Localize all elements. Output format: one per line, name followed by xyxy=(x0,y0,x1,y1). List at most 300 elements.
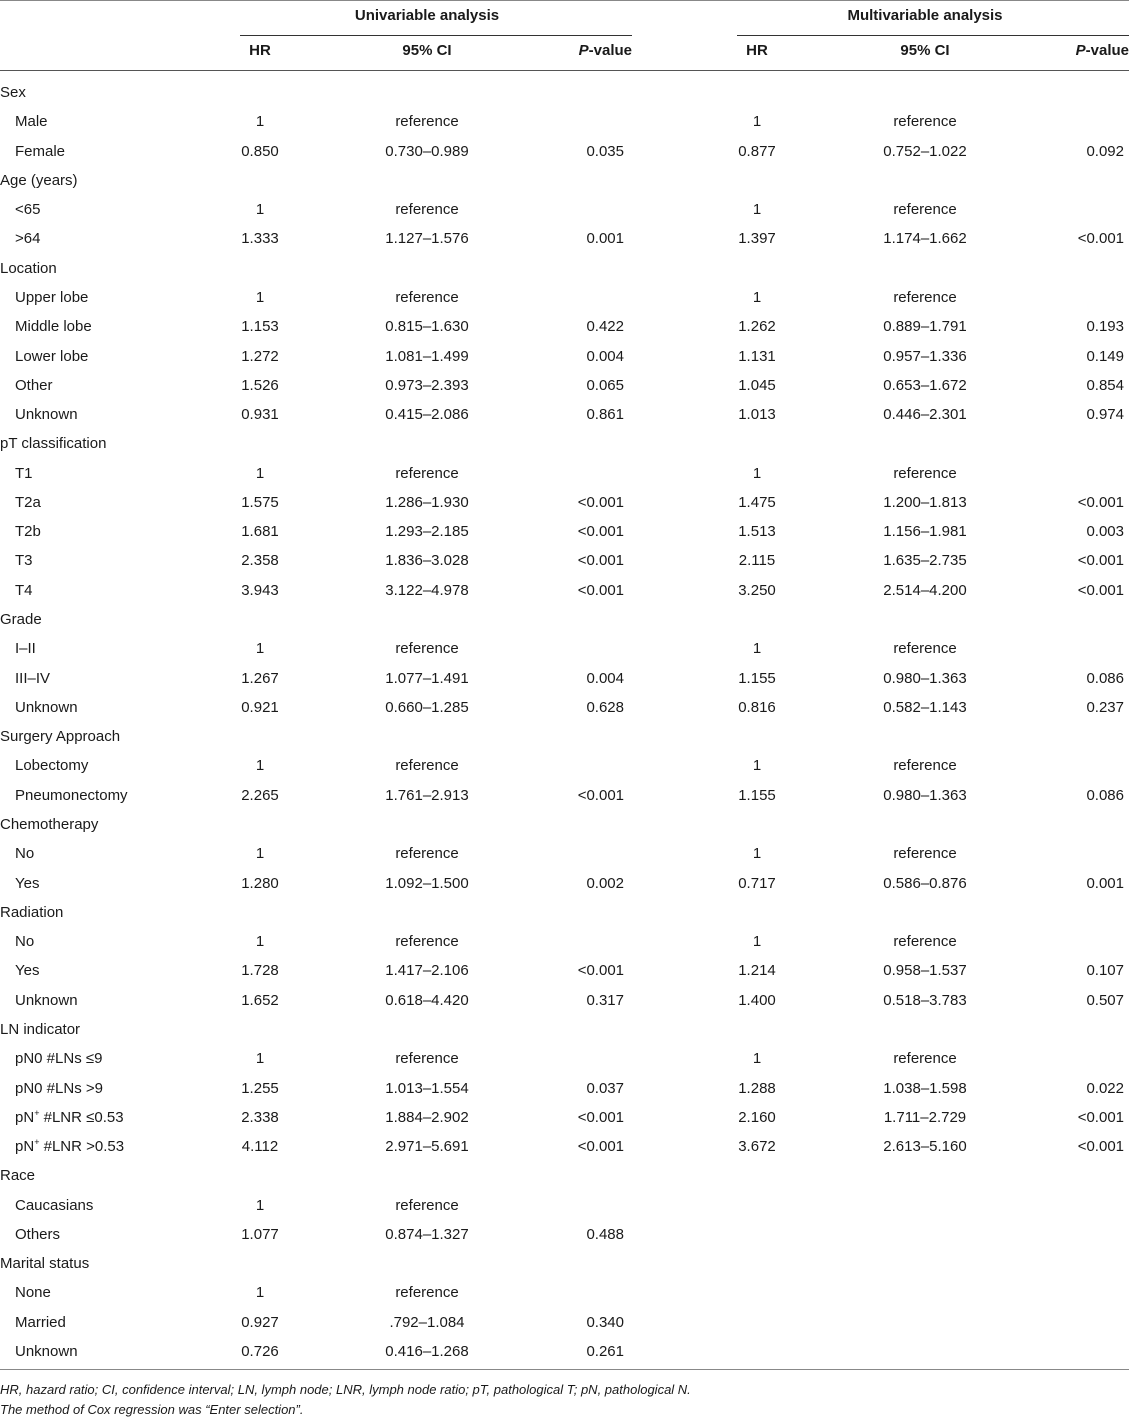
multivariable-hr-cell: 0.717 xyxy=(738,874,776,892)
group-header-row xyxy=(0,254,1129,283)
label-text: Yes xyxy=(15,874,40,892)
univariable-hr-cell: 0.850 xyxy=(241,142,279,160)
univariable-hr-cell: 1 xyxy=(255,640,265,658)
label-text: No xyxy=(15,933,35,951)
category-label xyxy=(15,1278,51,1307)
category-label xyxy=(15,576,33,605)
label-text: Race xyxy=(0,1167,36,1185)
univariable-ci-cell: 0.415–2.086 xyxy=(385,406,469,424)
table-row xyxy=(0,342,1129,371)
univariable-hr-cell: 4.112 xyxy=(241,1138,279,1156)
label-text: Yes xyxy=(15,962,40,980)
univariable-ci-cell: 0.874–1.327 xyxy=(385,1225,469,1243)
multivariable-p-header xyxy=(1025,42,1129,59)
category-label xyxy=(15,986,78,1015)
univariable-ci-cell: reference xyxy=(395,845,459,863)
univariable-hr-cell: 0.921 xyxy=(241,698,279,716)
multivariable-p-value-cell: 0.974 xyxy=(1086,406,1124,424)
univariable-p-value-cell: 0.035 xyxy=(586,142,624,160)
multivariable-p-value-cell: 0.507 xyxy=(1086,991,1124,1009)
category-label xyxy=(15,751,88,780)
univariable-hr-cell: 1.728 xyxy=(241,962,279,980)
multivariable-p-value-cell: 0.086 xyxy=(1086,786,1124,804)
univariable-ci-cell: reference xyxy=(395,933,459,951)
univariable-ci-cell: 0.730–0.989 xyxy=(385,142,469,160)
univariable-ci-cell: reference xyxy=(395,640,459,658)
univariable-p-value-cell: 0.422 xyxy=(586,318,624,336)
multivariable-group-rule xyxy=(737,35,1129,36)
multivariable-ci-cell: 0.958–1.537 xyxy=(883,962,967,980)
multivariable-hr-cell: 1.013 xyxy=(738,406,776,424)
univariable-p-value-cell: <0.001 xyxy=(577,786,624,804)
variable-name xyxy=(0,1015,80,1044)
label-text: Marital status xyxy=(0,1255,90,1273)
multivariable-hr-cell: 1 xyxy=(752,113,762,131)
univariable-ci-cell: 2.971–5.691 xyxy=(385,1138,469,1156)
univariable-ci-cell: 1.077–1.491 xyxy=(385,669,469,687)
group-header-row xyxy=(0,1161,1129,1190)
multivariable-hr-cell: 1 xyxy=(752,464,762,482)
table-row xyxy=(0,546,1129,575)
category-label xyxy=(15,283,88,312)
variable-name xyxy=(0,722,120,751)
univariable-ci-cell: 1.884–2.902 xyxy=(385,1108,469,1126)
table-row xyxy=(0,1220,1129,1249)
multivariable-p-value-cell: 0.092 xyxy=(1086,142,1124,160)
univariable-p-value-cell: <0.001 xyxy=(577,1138,624,1156)
univariable-p-value-cell: 0.261 xyxy=(586,1343,624,1361)
category-label xyxy=(15,634,36,663)
univariable-p-value-cell: 0.488 xyxy=(586,1225,624,1243)
multivariable-ci-cell: 0.957–1.336 xyxy=(883,347,967,365)
category-label xyxy=(15,1220,60,1249)
table-bottom-rule xyxy=(0,1369,1129,1370)
univariable-hr-cell: 1.255 xyxy=(241,1079,279,1097)
category-label xyxy=(15,342,88,371)
table-row xyxy=(0,488,1129,517)
category-label xyxy=(15,1103,124,1132)
group-header-row xyxy=(0,722,1129,751)
label-text: pN xyxy=(15,1138,35,1156)
table-row xyxy=(0,664,1129,693)
label-text: T2b xyxy=(15,523,41,541)
variable-name xyxy=(0,898,63,927)
category-label xyxy=(15,137,65,166)
table-row xyxy=(0,1132,1129,1161)
multivariable-ci-cell: reference xyxy=(893,640,957,658)
multivariable-ci-header: 95% CI xyxy=(900,42,950,59)
univariable-ci-cell: 1.417–2.106 xyxy=(385,962,469,980)
table-row xyxy=(0,371,1129,400)
variable-name xyxy=(0,166,78,195)
univariable-hr-cell: 1 xyxy=(255,201,265,219)
label-text: pN xyxy=(15,1108,35,1126)
univariable-hr-cell: 1.333 xyxy=(241,230,279,248)
label-text: T2a xyxy=(15,493,41,511)
univariable-ci-cell: reference xyxy=(395,113,459,131)
label-text: pT classification xyxy=(0,435,107,453)
table-row xyxy=(0,986,1129,1015)
category-label xyxy=(15,781,128,810)
univariable-ci-cell: reference xyxy=(395,464,459,482)
multivariable-hr-cell: 1.400 xyxy=(738,991,776,1009)
univariable-p-header xyxy=(528,42,632,59)
table-row xyxy=(0,195,1129,224)
multivariable-hr-cell: 1.397 xyxy=(738,230,776,248)
p-rest: -value xyxy=(588,42,632,59)
multivariable-p-value-cell: <0.001 xyxy=(1077,1108,1124,1126)
multivariable-hr-cell: 3.672 xyxy=(738,1138,776,1156)
univariable-hr-cell: 1.280 xyxy=(241,874,279,892)
label-text: Pneumonectomy xyxy=(15,786,128,804)
table-row xyxy=(0,137,1129,166)
label-text: Unknown xyxy=(15,698,78,716)
univariable-hr-cell: 1.153 xyxy=(241,318,279,336)
category-label xyxy=(15,664,50,693)
univariable-ci-cell: 1.081–1.499 xyxy=(385,347,469,365)
univariable-p-value-cell: 0.004 xyxy=(586,347,624,365)
multivariable-ci-cell: reference xyxy=(893,201,957,219)
multivariable-p-value-cell: 0.149 xyxy=(1086,347,1124,365)
label-text: Caucasians xyxy=(15,1196,94,1214)
multivariable-ci-cell: reference xyxy=(893,757,957,775)
multivariable-hr-cell: 1.045 xyxy=(738,376,776,394)
category-label xyxy=(15,693,78,722)
table-row xyxy=(0,1103,1129,1132)
univariable-ci-cell: .792–1.084 xyxy=(389,1313,465,1331)
univariable-hr-cell: 1.267 xyxy=(241,669,279,687)
label-text: Married xyxy=(15,1313,66,1331)
label-text: Unknown xyxy=(15,991,78,1009)
category-label xyxy=(15,839,34,868)
univariable-p-value-cell: <0.001 xyxy=(577,523,624,541)
table-row xyxy=(0,781,1129,810)
multivariable-ci-cell: 0.446–2.301 xyxy=(883,406,967,424)
univariable-ci-cell: 1.286–1.930 xyxy=(385,493,469,511)
table-row xyxy=(0,1278,1129,1307)
univariable-ci-cell: 1.761–2.913 xyxy=(385,786,469,804)
multivariable-ci-cell: reference xyxy=(893,845,957,863)
group-header-row xyxy=(0,1249,1129,1278)
univariable-ci-cell: reference xyxy=(395,288,459,306)
label-text: Sex xyxy=(0,84,26,101)
multivariable-hr-cell: 1.214 xyxy=(738,962,776,980)
label-text: Age (years) xyxy=(0,171,78,189)
univariable-hr-cell: 1 xyxy=(255,757,265,775)
multivariable-ci-cell: reference xyxy=(893,933,957,951)
multivariable-ci-cell: 0.518–3.783 xyxy=(883,991,967,1009)
label-text: Location xyxy=(0,259,57,277)
label-text: T1 xyxy=(15,464,33,482)
univariable-p-value-cell: 0.037 xyxy=(586,1079,624,1097)
variable-name xyxy=(0,254,57,283)
multivariable-hr-cell: 1.475 xyxy=(738,493,776,511)
category-label xyxy=(15,1337,78,1366)
multivariable-ci-cell: 1.711–2.729 xyxy=(883,1108,967,1126)
table-row xyxy=(0,517,1129,546)
univariable-hr-cell: 1 xyxy=(255,1196,265,1214)
univariable-ci-cell: 0.416–1.268 xyxy=(385,1343,469,1361)
label-text: Unknown xyxy=(15,406,78,424)
univariable-hr-cell: 3.943 xyxy=(241,581,279,599)
table-row xyxy=(0,400,1129,429)
multivariable-hr-cell: 1 xyxy=(752,640,762,658)
group-header-row xyxy=(0,166,1129,195)
multivariable-hr-cell: 0.816 xyxy=(738,698,776,716)
category-label xyxy=(15,1132,124,1161)
footnote-abbreviations: HR, hazard ratio; CI, confidence interval; LN, lymph node; LNR, lymph node ratio; pT, pathological T; pN, pathological N. xyxy=(0,1382,691,1397)
univariable-group-rule xyxy=(240,35,632,36)
group-header-row xyxy=(0,810,1129,839)
multivariable-hr-cell: 1.155 xyxy=(738,669,776,687)
univariable-hr-cell: 1 xyxy=(255,933,265,951)
univariable-hr-cell: 1 xyxy=(255,1284,265,1302)
table-row xyxy=(0,839,1129,868)
multivariable-hr-cell: 1 xyxy=(752,757,762,775)
multivariable-ci-cell: 1.635–2.735 xyxy=(883,552,967,570)
category-label xyxy=(15,546,33,575)
variable-name xyxy=(0,605,42,634)
label-text: T3 xyxy=(15,552,33,570)
multivariable-p-value-cell: <0.001 xyxy=(1077,230,1124,248)
univariable-ci-cell: 0.618–4.420 xyxy=(385,991,469,1009)
label-text: pN0 #LNs >9 xyxy=(15,1079,103,1097)
multivariable-hr-cell: 2.115 xyxy=(738,552,776,570)
label-text: <65 xyxy=(15,201,41,219)
multivariable-ci-cell: 1.038–1.598 xyxy=(883,1079,967,1097)
multivariable-hr-cell: 1.155 xyxy=(738,786,776,804)
category-label xyxy=(15,371,53,400)
univariable-p-value-cell: <0.001 xyxy=(577,493,624,511)
table-row xyxy=(0,312,1129,341)
variable-name xyxy=(0,1249,89,1278)
univariable-hr-cell: 2.358 xyxy=(241,552,279,570)
multivariable-ci-cell: 2.514–4.200 xyxy=(883,581,967,599)
table-top-rule xyxy=(0,0,1129,1)
univariable-ci-cell: reference xyxy=(395,757,459,775)
univariable-p-value-cell: <0.001 xyxy=(577,962,624,980)
univariable-ci-cell: 1.092–1.500 xyxy=(385,874,469,892)
category-label xyxy=(15,956,39,985)
univariable-hr-cell: 1.681 xyxy=(241,523,279,541)
label-text: None xyxy=(15,1284,51,1302)
label-text: Male xyxy=(15,113,48,131)
multivariable-ci-cell: 0.582–1.143 xyxy=(883,698,967,716)
multivariable-ci-cell: 0.586–0.876 xyxy=(883,874,967,892)
group-header-row xyxy=(0,429,1129,458)
variable-name xyxy=(0,429,106,458)
table-row xyxy=(0,1337,1129,1366)
label-text: >64 xyxy=(15,230,41,248)
table-row xyxy=(0,634,1129,663)
multivariable-p-value-cell: <0.001 xyxy=(1077,493,1124,511)
label-text: Unknown xyxy=(15,1343,78,1361)
multivariable-p-value-cell: <0.001 xyxy=(1077,552,1124,570)
multivariable-ci-cell: 1.200–1.813 xyxy=(883,493,967,511)
multivariable-p-value-cell: 0.001 xyxy=(1086,874,1124,892)
variable-name xyxy=(0,78,26,107)
univariable-hr-cell: 1 xyxy=(255,1050,265,1068)
univariable-p-value-cell: 0.628 xyxy=(586,698,624,716)
header-bottom-rule xyxy=(0,70,1129,71)
table-row xyxy=(0,1191,1129,1220)
category-label xyxy=(15,488,41,517)
multivariable-p-value-cell: <0.001 xyxy=(1077,581,1124,599)
label-superscript: + xyxy=(34,1137,40,1148)
table-row xyxy=(0,956,1129,985)
category-label xyxy=(15,1191,93,1220)
category-label xyxy=(15,400,78,429)
multivariable-ci-cell: 1.174–1.662 xyxy=(883,230,967,248)
table-row xyxy=(0,927,1129,956)
multivariable-ci-cell: reference xyxy=(893,1050,957,1068)
category-label xyxy=(15,195,40,224)
univariable-ci-cell: 0.815–1.630 xyxy=(385,318,469,336)
footnote-method: The method of Cox regression was “Enter selection”. xyxy=(0,1402,304,1417)
multivariable-hr-cell: 1 xyxy=(752,845,762,863)
univariable-hr-cell: 2.338 xyxy=(241,1108,279,1126)
table-row xyxy=(0,224,1129,253)
table-row xyxy=(0,459,1129,488)
univariable-hr-cell: 1 xyxy=(255,113,265,131)
group-header-row xyxy=(0,898,1129,927)
multivariable-ci-cell: 0.889–1.791 xyxy=(883,318,967,336)
univariable-hr-cell: 1.652 xyxy=(241,991,279,1009)
univariable-p-value-cell: 0.340 xyxy=(586,1313,624,1331)
univariable-ci-cell: 1.127–1.576 xyxy=(385,230,469,248)
multivariable-hr-cell: 1.131 xyxy=(738,347,776,365)
label-superscript: + xyxy=(34,1107,40,1118)
label-text: No xyxy=(15,845,35,863)
univariable-p-value-cell: 0.004 xyxy=(586,669,624,687)
multivariable-ci-cell: 0.980–1.363 xyxy=(883,669,967,687)
univariable-p-value-cell: 0.065 xyxy=(586,376,624,394)
label-text: I–II xyxy=(15,640,36,658)
group-header-row xyxy=(0,1015,1129,1044)
table-row xyxy=(0,1044,1129,1073)
univariable-ci-cell: 1.836–3.028 xyxy=(385,552,469,570)
univariable-ci-cell: 3.122–4.978 xyxy=(385,581,469,599)
table-row xyxy=(0,751,1129,780)
multivariable-p-value-cell: 0.086 xyxy=(1086,669,1124,687)
p-rest: -value xyxy=(1085,42,1129,59)
label-text: Radiation xyxy=(0,903,64,921)
multivariable-hr-cell: 2.160 xyxy=(738,1108,776,1126)
univariable-hr-cell: 1.575 xyxy=(241,493,279,511)
univariable-hr-cell: 1 xyxy=(255,288,265,306)
univariable-p-value-cell: 0.861 xyxy=(586,406,624,424)
label-rest: #LNR ≤0.53 xyxy=(39,1108,124,1126)
variable-name xyxy=(0,1161,35,1190)
univariable-p-value-cell: 0.002 xyxy=(586,874,624,892)
category-label xyxy=(15,107,48,136)
univariable-hr-cell: 1.526 xyxy=(241,376,279,394)
label-text: Chemotherapy xyxy=(0,816,99,833)
univariable-p-value-cell: <0.001 xyxy=(577,552,624,570)
univariable-ci-cell: reference xyxy=(395,1196,459,1214)
univariable-p-value-cell: 0.001 xyxy=(586,230,624,248)
table-row xyxy=(0,283,1129,312)
label-text: LN indicator xyxy=(0,1020,81,1038)
multivariable-ci-cell: reference xyxy=(893,113,957,131)
table-row xyxy=(0,869,1129,898)
univariable-hr-cell: 2.265 xyxy=(241,786,279,804)
multivariable-p-value-cell: 0.022 xyxy=(1086,1079,1124,1097)
group-header-row xyxy=(0,78,1129,107)
univariable-ci-cell: 0.660–1.285 xyxy=(385,698,469,716)
multivariable-ci-cell: reference xyxy=(893,464,957,482)
multivariable-hr-cell: 1 xyxy=(752,288,762,306)
multivariable-ci-cell: 0.980–1.363 xyxy=(883,786,967,804)
label-text: Others xyxy=(15,1225,61,1243)
multivariable-hr-cell: 3.250 xyxy=(738,581,776,599)
multivariable-ci-cell: 0.653–1.672 xyxy=(883,376,967,394)
category-label xyxy=(15,1308,66,1337)
multivariable-p-value-cell: 0.193 xyxy=(1086,318,1124,336)
univariable-hr-cell: 0.931 xyxy=(241,406,279,424)
label-text: T4 xyxy=(15,581,33,599)
univariable-hr-header: HR xyxy=(249,42,271,59)
multivariable-analysis-header: Multivariable analysis xyxy=(847,7,1003,24)
table-row xyxy=(0,1308,1129,1337)
univariable-hr-cell: 1 xyxy=(255,845,265,863)
label-text: Lobectomy xyxy=(15,757,89,775)
multivariable-hr-cell: 1.262 xyxy=(738,318,776,336)
category-label xyxy=(15,517,41,546)
label-text: Middle lobe xyxy=(15,318,92,336)
p-italic: P xyxy=(578,42,589,59)
multivariable-ci-cell: reference xyxy=(893,288,957,306)
p-italic: P xyxy=(1075,42,1086,59)
group-header-row xyxy=(0,605,1129,634)
multivariable-hr-cell: 1 xyxy=(752,1050,762,1068)
multivariable-hr-cell: 1.513 xyxy=(738,523,776,541)
multivariable-p-value-cell: <0.001 xyxy=(1077,1138,1124,1156)
univariable-ci-cell: reference xyxy=(395,201,459,219)
multivariable-hr-cell: 0.877 xyxy=(738,142,776,160)
label-text: Grade xyxy=(0,611,42,629)
univariable-hr-cell: 1.077 xyxy=(241,1225,279,1243)
univariable-analysis-header: Univariable analysis xyxy=(354,7,500,24)
table-row xyxy=(0,107,1129,136)
variable-name xyxy=(0,810,98,839)
label-text: Lower lobe xyxy=(15,347,89,365)
univariable-hr-cell: 0.726 xyxy=(241,1343,279,1361)
category-label xyxy=(15,459,33,488)
multivariable-p-value-cell: 0.237 xyxy=(1086,698,1124,716)
univariable-hr-cell: 1 xyxy=(255,464,265,482)
category-label xyxy=(15,312,92,341)
table-row xyxy=(0,576,1129,605)
table-row xyxy=(0,693,1129,722)
label-text: Surgery Approach xyxy=(0,728,121,746)
univariable-ci-cell: 1.013–1.554 xyxy=(385,1079,469,1097)
univariable-p-value-cell: <0.001 xyxy=(577,581,624,599)
label-text: Upper lobe xyxy=(15,288,89,306)
label-text: III–IV xyxy=(15,669,51,687)
univariable-ci-cell: reference xyxy=(395,1284,459,1302)
category-label xyxy=(15,927,34,956)
univariable-ci-cell: reference xyxy=(395,1050,459,1068)
label-text: Other xyxy=(15,376,53,394)
multivariable-ci-cell: 2.613–5.160 xyxy=(883,1138,967,1156)
multivariable-p-value-cell: 0.854 xyxy=(1086,376,1124,394)
multivariable-ci-cell: 1.156–1.981 xyxy=(883,523,967,541)
category-label xyxy=(15,224,40,253)
univariable-ci-cell: 0.973–2.393 xyxy=(385,376,469,394)
univariable-ci-header: 95% CI xyxy=(402,42,452,59)
multivariable-hr-cell: 1 xyxy=(752,933,762,951)
